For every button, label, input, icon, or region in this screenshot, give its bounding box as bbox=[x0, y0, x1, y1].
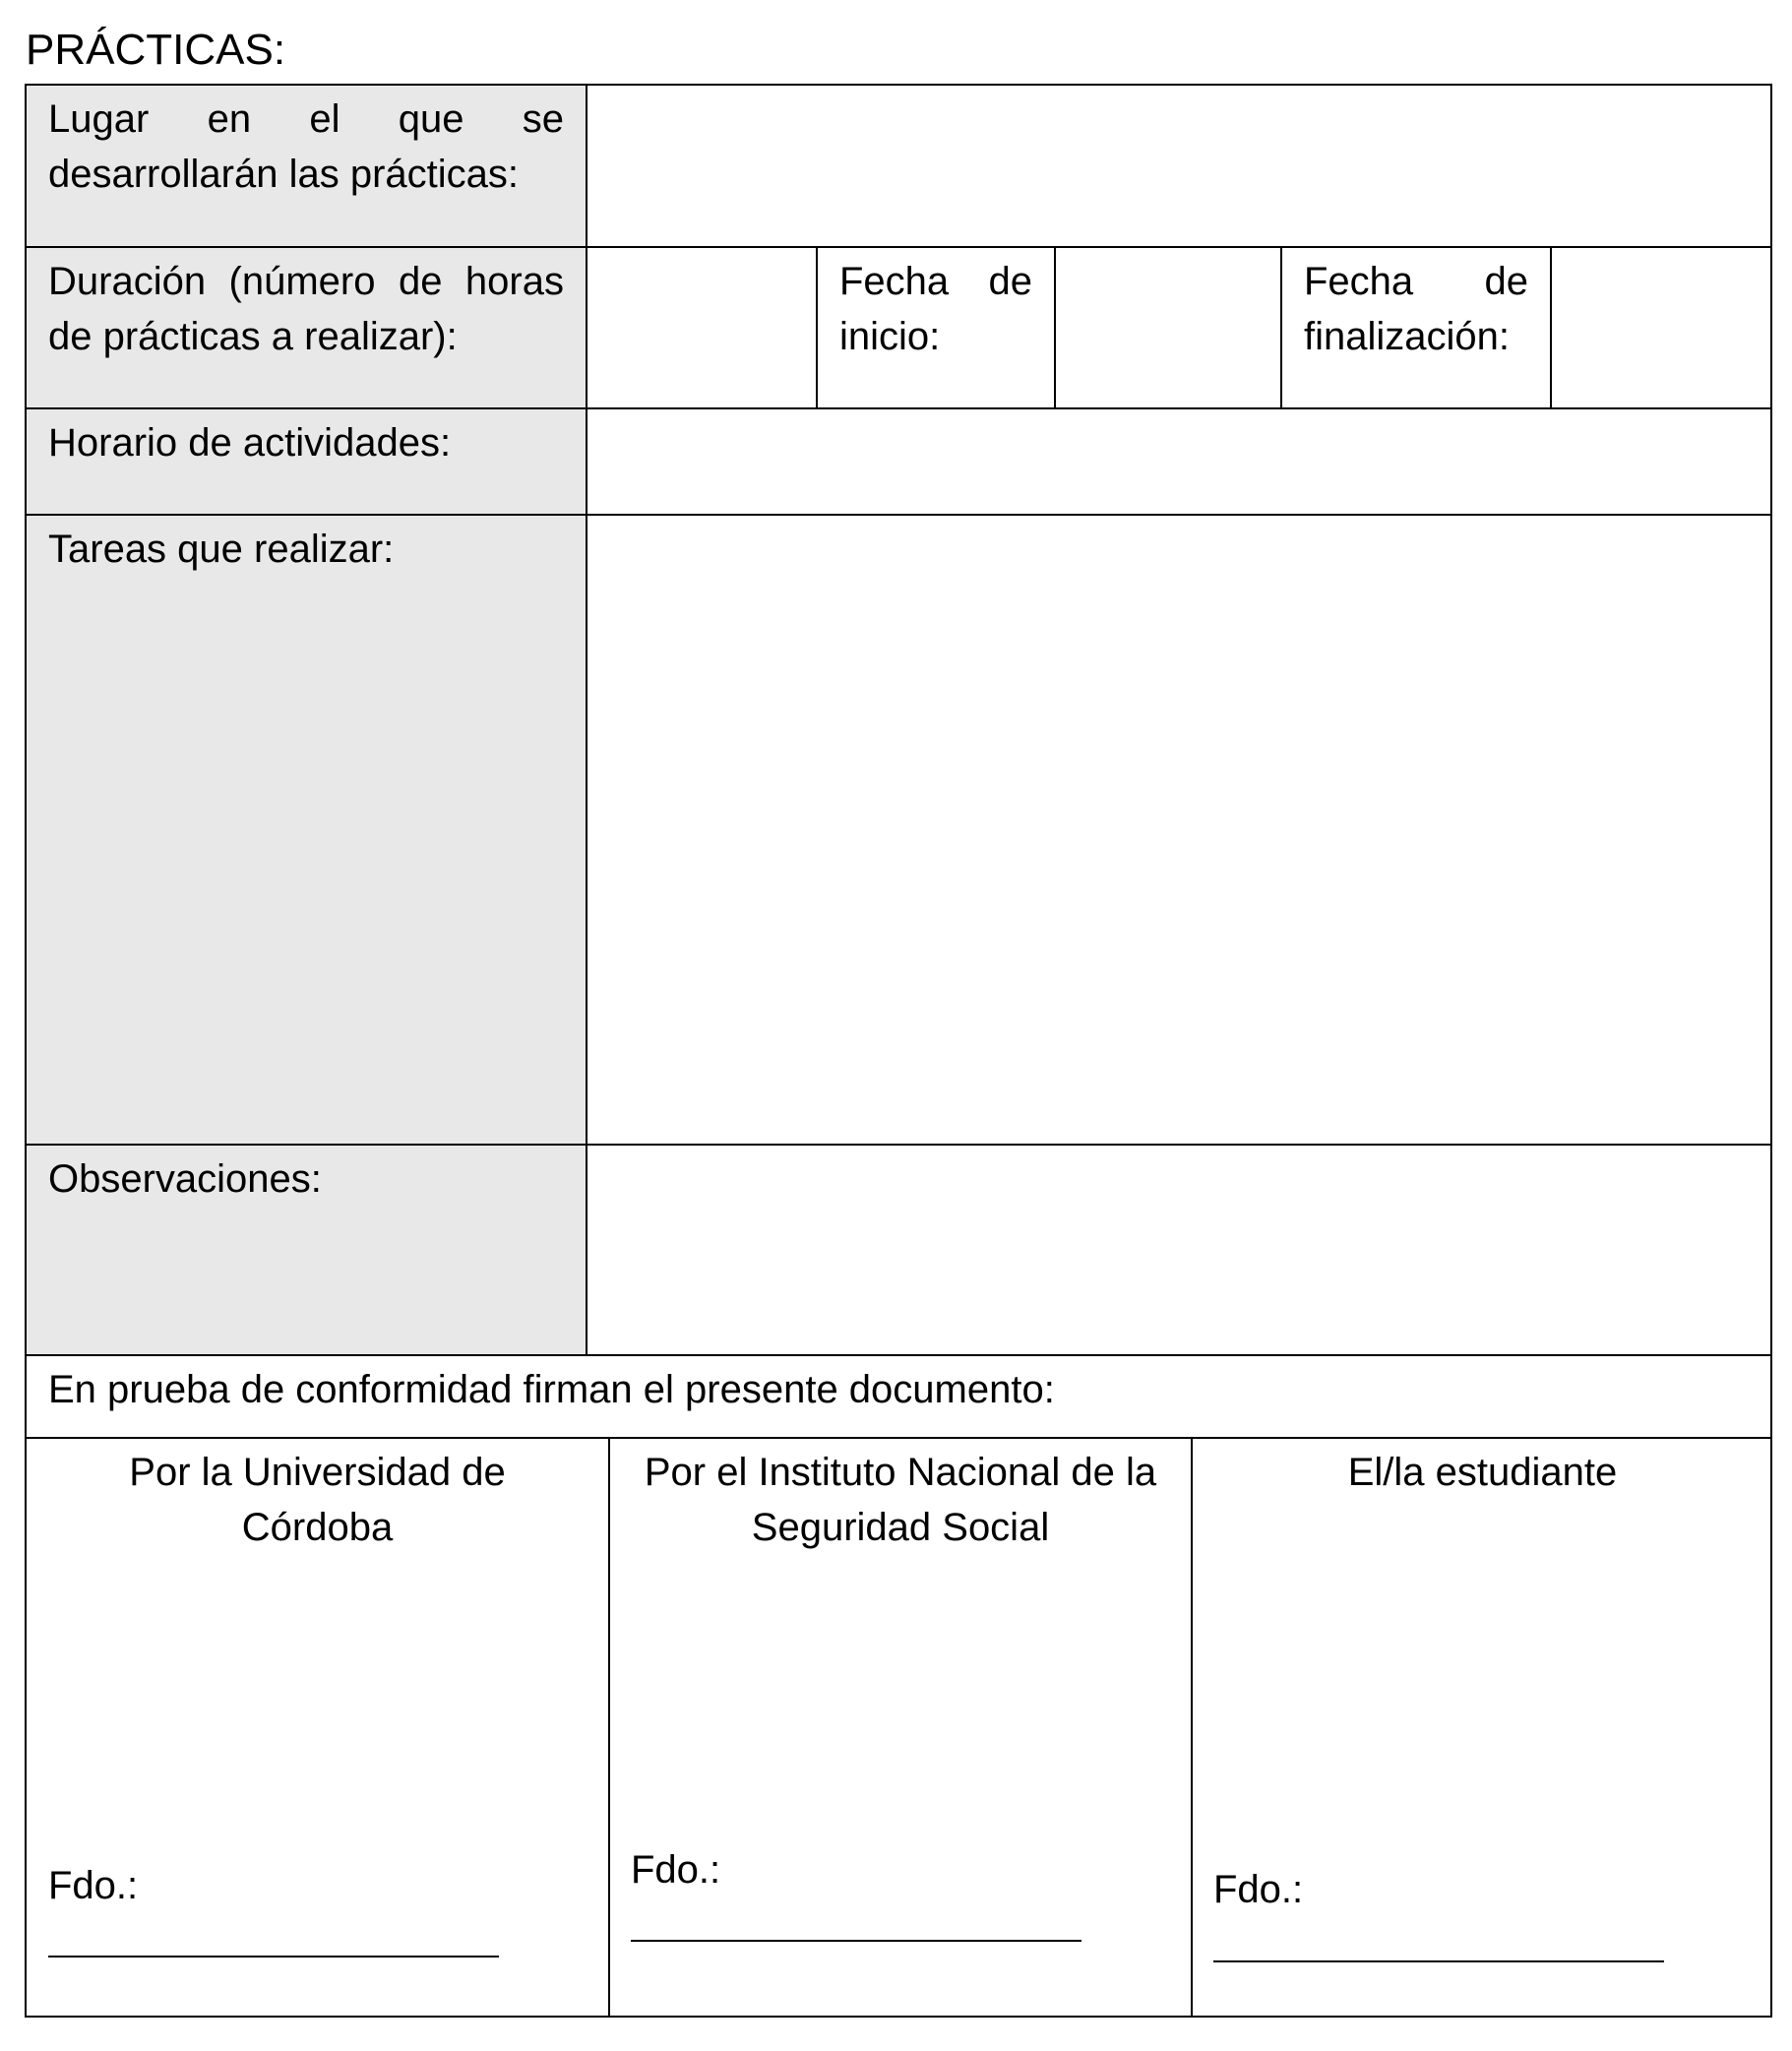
fecha-inicio-label: Fecha de inicio: bbox=[839, 260, 1032, 358]
signature-line-student[interactable] bbox=[1213, 1960, 1664, 1962]
lugar-label: Lugar en el que se desarrollarán las prácticas: bbox=[27, 86, 586, 246]
grid-line bbox=[27, 1354, 1770, 1356]
horario-value[interactable] bbox=[587, 409, 1772, 514]
grid-line bbox=[1191, 1437, 1193, 2018]
duracion-label: Duración (número de horas de prácticas a realizar): bbox=[27, 248, 586, 407]
lugar-value[interactable] bbox=[587, 86, 1772, 246]
fecha-inicio-value[interactable] bbox=[1056, 248, 1280, 407]
signature-party-label: El/la estudiante bbox=[1347, 1451, 1618, 1494]
grid-line bbox=[1280, 246, 1282, 409]
grid-line bbox=[27, 1144, 1770, 1146]
fdo-label-institute: Fdo.: bbox=[631, 1848, 721, 1892]
grid-line bbox=[27, 246, 1770, 248]
practicas-form bbox=[25, 84, 1772, 2018]
signature-line-university[interactable] bbox=[48, 1956, 499, 1958]
duracion-value[interactable] bbox=[587, 248, 816, 407]
observaciones-value[interactable] bbox=[587, 1146, 1772, 1354]
fecha-fin-label: Fecha de finalización: bbox=[1304, 260, 1528, 358]
grid-line bbox=[586, 86, 587, 1356]
section-title: PRÁCTICAS: bbox=[26, 26, 286, 74]
tareas-label: Tareas que realizar: bbox=[27, 516, 586, 1144]
grid-line bbox=[27, 514, 1770, 516]
fecha-fin-value[interactable] bbox=[1552, 248, 1772, 407]
grid-line bbox=[1054, 246, 1056, 409]
grid-line bbox=[608, 1437, 610, 2018]
signature-institute bbox=[610, 1439, 1191, 2016]
signature-party-label: Por la Universidad de Córdoba bbox=[129, 1451, 506, 1549]
grid-line bbox=[1550, 246, 1552, 409]
observaciones-label: Observaciones: bbox=[27, 1146, 586, 1354]
horario-label: Horario de actividades: bbox=[27, 409, 586, 514]
signature-university bbox=[27, 1439, 608, 2016]
signature-line-institute[interactable] bbox=[631, 1940, 1081, 1942]
fdo-label-student: Fdo.: bbox=[1213, 1868, 1304, 1911]
signature-student bbox=[1193, 1439, 1772, 2016]
signature-party-label: Por el Instituto Nacional de la Seguridad Social bbox=[644, 1451, 1157, 1549]
tareas-value[interactable] bbox=[587, 516, 1772, 1144]
grid-line bbox=[27, 1437, 1770, 1439]
grid-line bbox=[816, 246, 818, 409]
grid-line bbox=[27, 407, 1770, 409]
fdo-label-university: Fdo.: bbox=[48, 1864, 139, 1907]
conformity-statement: En prueba de conformidad firman el presente documento: bbox=[48, 1368, 1055, 1411]
